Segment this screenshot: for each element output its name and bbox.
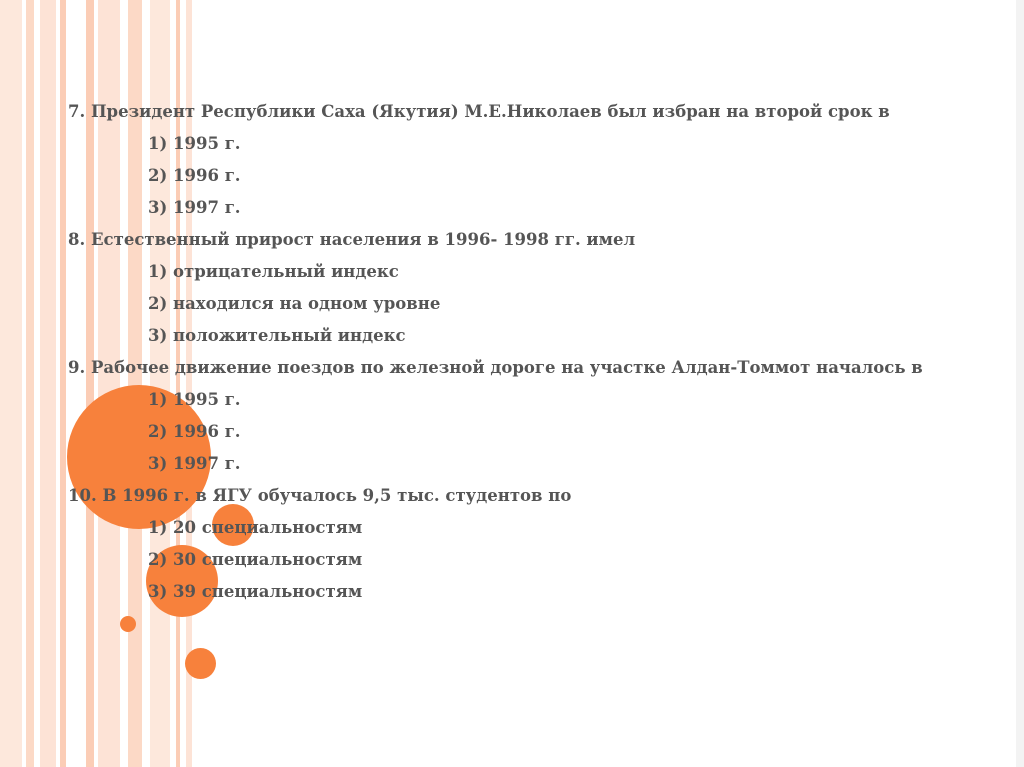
answer-option: 1) 1995 г. bbox=[148, 390, 241, 409]
answer-option: 3) 1997 г. bbox=[148, 454, 241, 473]
stripe bbox=[26, 0, 34, 767]
decorative-circle-small bbox=[120, 616, 136, 632]
stripe bbox=[60, 0, 66, 767]
answer-option: 3) 1997 г. bbox=[148, 198, 241, 217]
answer-option: 3) 39 специальностям bbox=[148, 582, 363, 601]
question-text: 9. Рабочее движение поездов по железной дороге на участке Алдан-Томмот началось в bbox=[68, 358, 923, 377]
answer-option: 2) 1996 г. bbox=[148, 422, 241, 441]
answer-option: 1) 1995 г. bbox=[148, 134, 241, 153]
answer-option: 2) 1996 г. bbox=[148, 166, 241, 185]
stripe bbox=[0, 0, 22, 767]
answer-option: 2) 30 специальностям bbox=[148, 550, 363, 569]
answer-option: 3) положительный индекс bbox=[148, 326, 406, 345]
right-edge-shadow bbox=[1016, 0, 1024, 767]
quiz-content bbox=[68, 100, 928, 612]
decorative-circle-small-2 bbox=[185, 648, 216, 679]
question-text: 7. Президент Республики Саха (Якутия) М.Е.Николаев был избран на второй срок в bbox=[68, 102, 890, 121]
question-text: 10. В 1996 г. в ЯГУ обучалось 9,5 тыс. студентов по bbox=[68, 486, 572, 505]
answer-option: 1) 20 специальностям bbox=[148, 518, 363, 537]
question-text: 8. Естественный прирост населения в 1996- 1998 гг. имел bbox=[68, 230, 636, 249]
answer-option: 2) находился на одном уровне bbox=[148, 294, 441, 313]
stripe bbox=[40, 0, 56, 767]
answer-option: 1) отрицательный индекс bbox=[148, 262, 399, 281]
